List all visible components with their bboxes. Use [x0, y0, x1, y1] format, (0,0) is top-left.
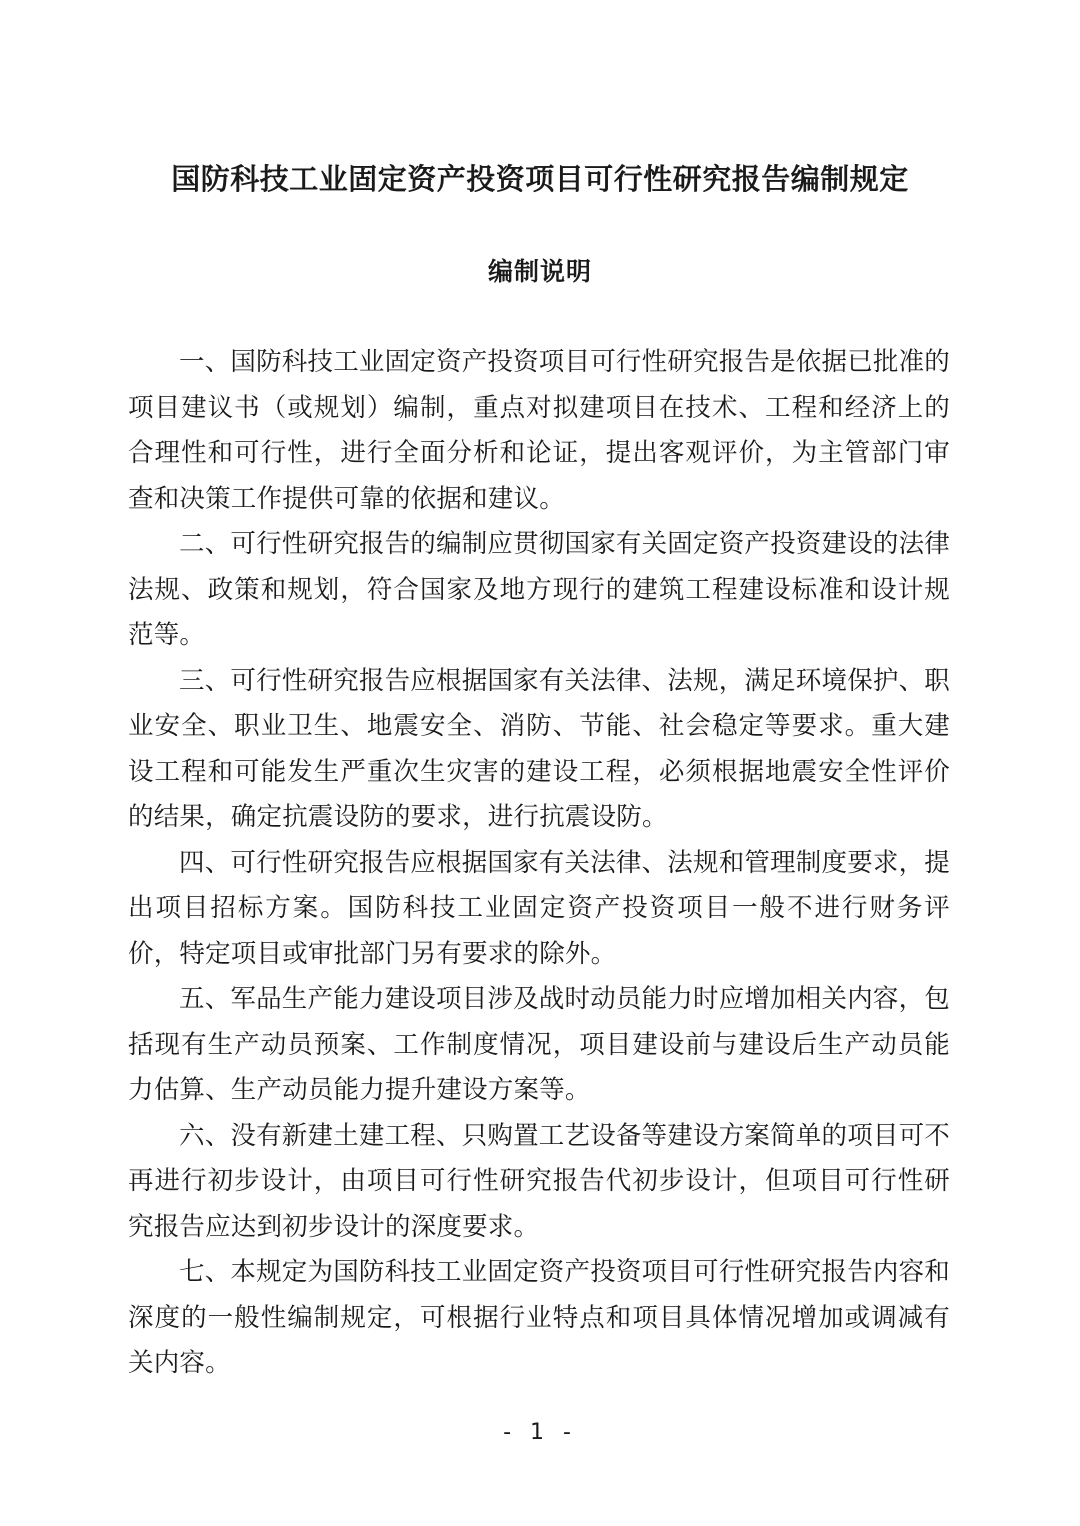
page-number: - 1 -: [503, 1420, 577, 1445]
document-body: [128, 340, 950, 1387]
paragraph-6: 六、没有新建土建工程、只购置工艺设备等建设方案简单的项目可不再进行初步设计，由项目可行性研究报告代初步设计，但项目可行性研究报告应达到初步设计的深度要求。: [128, 1120, 951, 1242]
paragraph-4: 四、可行性研究报告应根据国家有关法律、法规和管理制度要求，提出项目招标方案。国防科技工业固定资产投资项目一般不进行财务评价，特定项目或审批部门另有要求的除外。: [128, 847, 951, 969]
paragraph-3: 三、可行性研究报告应根据国家有关法律、法规，满足环境保护、职业安全、职业卫生、地震安全、消防、节能、社会稳定等要求。重大建设工程和可能发生严重次生灾害的建设工程，必须根据地震安全性评价的结果，确定抗震设防的要求，进行抗震设防。: [128, 665, 951, 832]
document-subtitle: 编制说明: [487, 257, 592, 286]
paragraph-5: 五、军品生产能力建设项目涉及战时动员能力时应增加相关内容，包括现有生产动员预案、工作制度情况，项目建设前与建设后生产动员能力估算、生产动员能力提升建设方案等。: [128, 984, 951, 1105]
paragraph-2: 二、可行性研究报告的编制应贯彻国家有关固定资产投资建设的法律法规、政策和规划，符合国家及地方现行的建筑工程建设标准和设计规范等。: [128, 529, 951, 650]
paragraph-7: 七、本规定为国防科技工业固定资产投资项目可行性研究报告内容和深度的一般性编制规定，可根据行业特点和项目具体情况增加或调减有关内容。: [128, 1257, 951, 1378]
document-title: 国防科技工业固定资产投资项目可行性研究报告编制规定: [171, 162, 909, 196]
paragraph-1: 一、国防科技工业固定资产投资项目可行性研究报告是依据已批准的项目建议书（或规划）编制，重点对拟建项目在技术、工程和经济上的合理性和可行性，进行全面分析和论证，提出客观评价，为主管部门审查和决策工作提供可靠的依据和建议。: [128, 347, 951, 514]
